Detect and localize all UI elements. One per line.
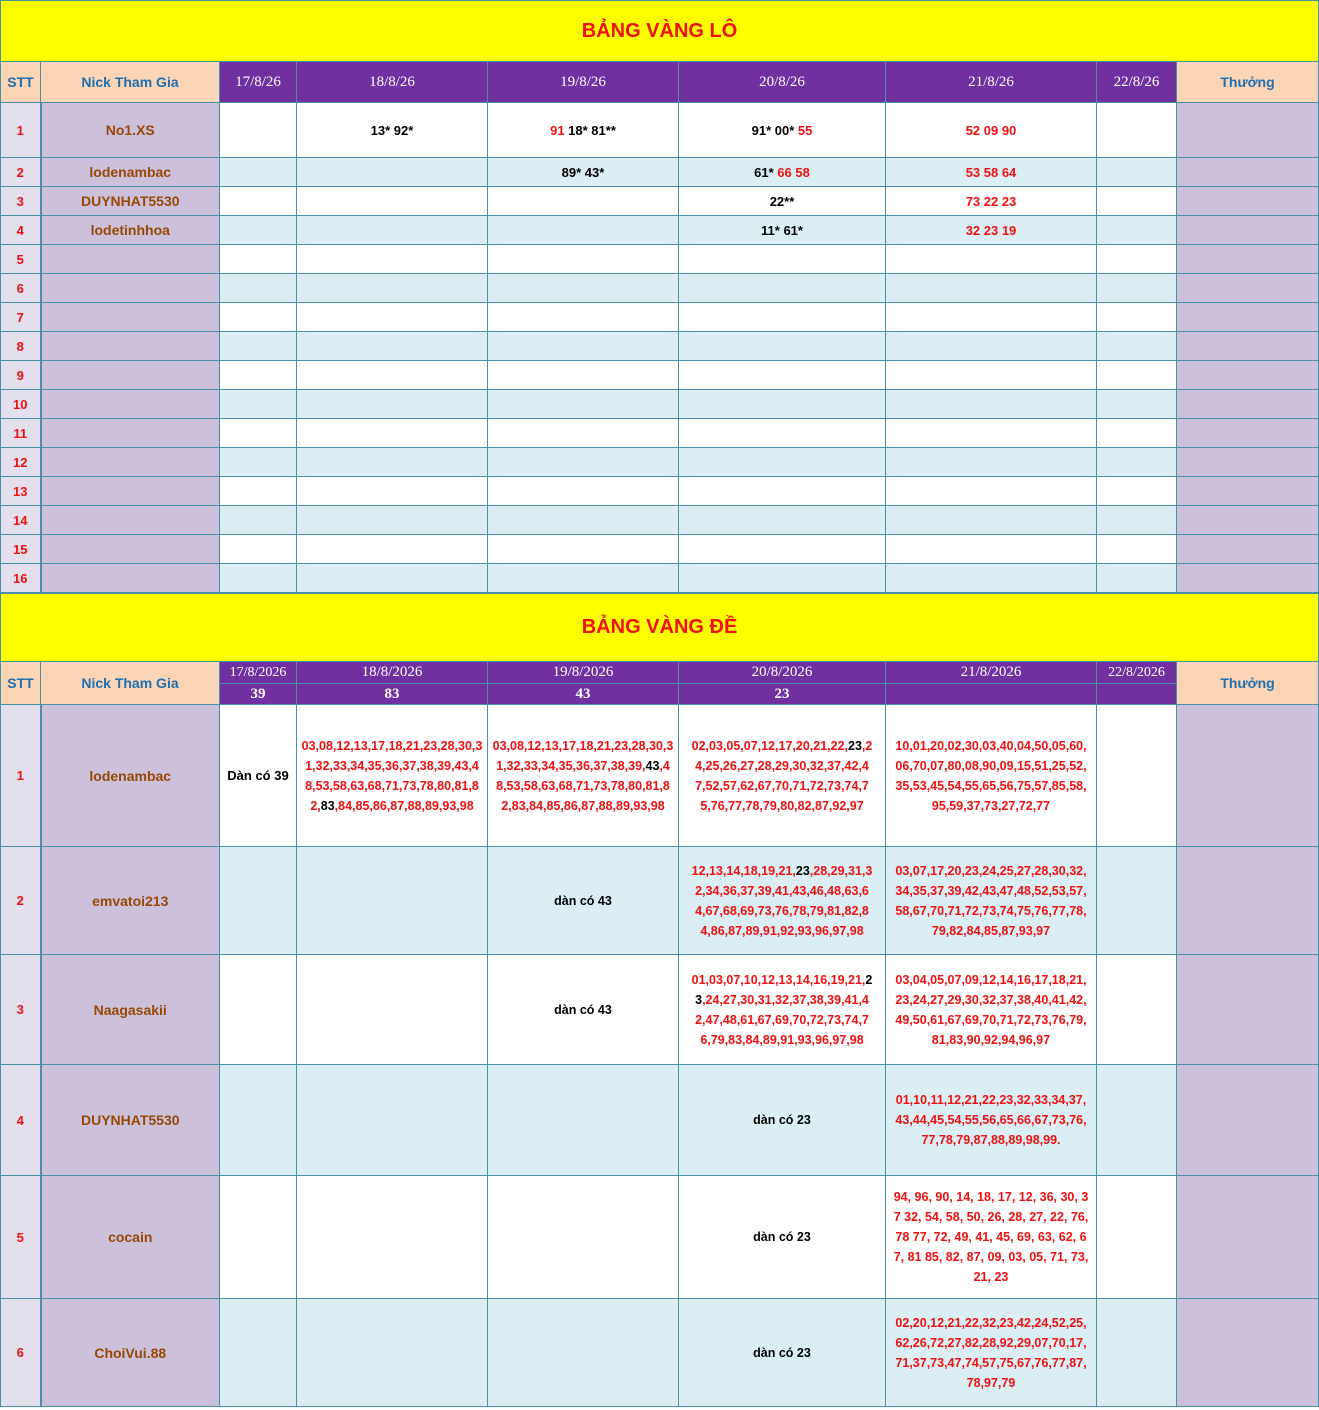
nick-cell: lodenambac [41,158,220,187]
nick-cell: DUYNHAT5530 [41,187,220,216]
entry-cell [297,535,488,564]
stt-cell: 6 [1,1299,41,1407]
entry-cell [297,506,488,535]
nick-cell [41,535,220,564]
prize-cell [1177,477,1319,506]
prize-cell [1177,245,1319,274]
nick-cell [41,448,220,477]
entry-cell [220,158,297,187]
entry-cell [1097,419,1177,448]
stt-cell: 2 [1,847,41,955]
table-row [1,187,1319,216]
result-cell: 43 [488,684,679,705]
entry-cell [220,245,297,274]
entry-text: 01,03,07,10,12,13,14,16,19,21, [691,972,866,987]
prize-cell [1177,1299,1319,1407]
date-header: 17/8/2026 [220,662,297,684]
entry-cell [488,506,679,535]
entry-text: 73 22 23 [965,193,1017,209]
entry-text: ,28,29,31,32,34,36,37,39,41,43,46,48,63,64,67,68,69,73,76,78,79,81,82,84,86,87,89,91,92,93,96,97,98 [695,863,873,938]
table-row [1,535,1319,564]
entry-text: 02,20,12,21,22,32,23,42,24,52,25,62,26,72,27,82,28,92,29,07,70,17,71,37,73,47,74,57,75,67,76,77,87,78,97,79 [895,1315,1087,1390]
nick-cell [41,506,220,535]
entry-text: 03,08,12,13,17,18,21,23,28,30,31,32,33,34,35,36,37,38,39,43,48,53,58,63,68,71,73,78,80,81,82, [301,738,483,813]
stt-cell: 6 [1,274,41,303]
date-header: 22/8/26 [1097,62,1177,103]
entry-text: ,48,53,58,63,68,71,73,78,80,81,82,83,84,85,86,87,88,89,93,98 [496,758,670,813]
entry-cell [886,1299,1097,1407]
stt-cell: 14 [1,506,41,535]
entry-text: dàn có 43 [554,1002,612,1017]
table-row [1,1065,1319,1176]
entry-cell [679,535,886,564]
entry-cell [220,303,297,332]
entry-cell [1097,332,1177,361]
entry-cell [679,216,886,245]
entry-text: 13* 92* [370,122,414,138]
entry-cell [297,216,488,245]
table-row [1,303,1319,332]
stt-cell: 4 [1,216,41,245]
entry-cell [220,390,297,419]
lo-title: BẢNG VÀNG LÔ [1,1,1319,62]
entry-cell [297,955,488,1065]
table-row [1,103,1319,158]
entry-cell [488,390,679,419]
result-cell: 39 [220,684,297,705]
entry-cell [886,419,1097,448]
entry-cell [488,361,679,390]
entry-cell [488,274,679,303]
entry-cell [297,303,488,332]
entry-cell [220,216,297,245]
entry-cell [886,448,1097,477]
table-row [1,216,1319,245]
table-row [1,477,1319,506]
nick-cell: DUYNHAT5530 [41,1065,220,1176]
prize-cell [1177,564,1319,593]
entry-text: 03,07,17,20,23,24,25,27,28,30,32,34,35,37,39,42,43,47,48,52,53,57,58,67,70,71,72,73,74,75,76,77,78,79,82,84,85,87,93,97 [895,863,1087,938]
stt-cell: 3 [1,187,41,216]
nick-cell: No1.XS [41,103,220,158]
entry-cell [297,332,488,361]
stt-cell: 2 [1,158,41,187]
nick-cell [41,477,220,506]
entry-cell [1097,1176,1177,1299]
entry-cell [1097,216,1177,245]
result-cell: 23 [679,684,886,705]
prize-cell [1177,955,1319,1065]
lo-table [0,0,1319,593]
nick-cell [41,361,220,390]
entry-cell [886,332,1097,361]
entry-text: dàn có 23 [753,1113,811,1127]
entry-text: 01,10,11,12,21,22,23,32,33,34,37,43,44,45,54,55,56,65,66,67,73,76,77,78,79,87,88,89,98,99. [895,1093,1087,1147]
entry-text: dàn có 43 [554,893,612,908]
stt-cell: 1 [1,705,41,847]
entry-text: dàn có 23 [753,1230,811,1244]
entry-cell [297,705,488,847]
stt-cell: 16 [1,564,41,593]
entry-cell [886,847,1097,955]
stt-cell: 13 [1,477,41,506]
entry-cell [220,187,297,216]
entry-cell [1097,245,1177,274]
entry-cell [886,1065,1097,1176]
entry-cell [886,216,1097,245]
nick-cell: emvatoi213 [41,847,220,955]
stt-cell: 12 [1,448,41,477]
stt-cell: 7 [1,303,41,332]
stt-cell: 1 [1,103,41,158]
nick-cell [41,332,220,361]
entry-cell [220,705,297,847]
entry-cell [297,361,488,390]
entry-cell [886,187,1097,216]
prize-cell [1177,1176,1319,1299]
entry-cell [220,955,297,1065]
entry-cell [488,103,679,158]
de-title: BẢNG VÀNG ĐỀ [1,594,1319,662]
entry-cell [886,1176,1097,1299]
entry-text: 22** [769,193,795,209]
result-cell [886,684,1097,705]
entry-cell [886,303,1097,332]
entry-text: 12,13,14,18,19,21, [691,863,796,878]
entry-text: 32 23 19 [965,222,1017,238]
entry-cell [488,847,679,955]
entry-cell [488,535,679,564]
entry-cell [1097,1299,1177,1407]
entry-text: ,24,27,30,31,32,37,38,39,41,42,47,48,61,67,69,70,72,73,74,76,79,83,84,89,91,93,96,97,98 [695,992,869,1047]
entry-text: 89* 43* [561,164,605,180]
table-row [1,1176,1319,1299]
result-cell: 83 [297,684,488,705]
stt-cell: 9 [1,361,41,390]
entry-cell [297,158,488,187]
entry-cell [297,390,488,419]
prize-cell [1177,419,1319,448]
entry-cell [488,1176,679,1299]
entry-cell [886,705,1097,847]
entry-cell [679,705,886,847]
entry-cell [679,506,886,535]
stt-cell: 8 [1,332,41,361]
entry-cell [297,419,488,448]
entry-cell [1097,274,1177,303]
prize-cell [1177,274,1319,303]
entry-cell [1097,448,1177,477]
result-cell [1097,684,1177,705]
table-row [1,564,1319,593]
entry-cell [488,955,679,1065]
nick-cell [41,245,220,274]
table-row [1,705,1319,847]
entry-cell [1097,187,1177,216]
entry-cell [1097,103,1177,158]
table-row [1,245,1319,274]
entry-cell [679,448,886,477]
entry-text: 55 [797,122,813,138]
entry-text: 10,01,20,02,30,03,40,04,50,05,60,06,70,07,80,08,90,09,15,51,25,52,35,53,45,54,55,65,56,75,57,85,58,95,59,37,73,27,72,77 [895,738,1087,813]
table-row [1,419,1319,448]
entry-text: 23 [695,972,873,1007]
table-row [1,361,1319,390]
entry-cell [220,448,297,477]
entry-text: 11* 61* [761,222,803,238]
entry-text: 91 [550,122,569,138]
nick-header: Nick Tham Gia [41,62,220,103]
entry-cell [886,390,1097,419]
entry-cell [488,477,679,506]
entry-cell [1097,390,1177,419]
table-row [1,274,1319,303]
entry-cell [297,1176,488,1299]
entry-cell [886,955,1097,1065]
entry-cell [1097,705,1177,847]
stt-cell: 5 [1,245,41,274]
entry-cell [220,1065,297,1176]
stt-header: STT [1,662,41,705]
entry-cell [679,245,886,274]
stt-cell: 15 [1,535,41,564]
stt-cell: 10 [1,390,41,419]
prize-cell [1177,448,1319,477]
nick-cell: cocain [41,1176,220,1299]
entry-cell [297,274,488,303]
entry-cell [679,274,886,303]
entry-cell [297,245,488,274]
prize-cell [1177,303,1319,332]
entry-cell [679,332,886,361]
entry-text: 43 [645,758,660,773]
entry-cell [679,103,886,158]
prize-cell [1177,103,1319,158]
entry-cell [886,535,1097,564]
entry-text: 61* [754,164,778,180]
date-header: 20/8/26 [679,62,886,103]
entry-cell [679,1065,886,1176]
entry-text: ,24,25,26,27,28,29,30,32,37,42,47,52,57,62,67,70,71,72,73,74,75,76,77,78,79,80,82,87,92,97 [695,738,873,813]
entry-text: 23 [795,863,810,878]
entry-cell [886,361,1097,390]
nick-cell [41,303,220,332]
entry-cell [679,1299,886,1407]
entry-text: 03,04,05,07,09,12,14,16,17,18,21,23,24,27,29,30,32,37,38,40,41,42,49,50,61,67,69,70,71,72,73,76,79,81,83,90,92,94,96,97 [895,972,1087,1047]
entry-cell [297,187,488,216]
entry-text: 18* 81** [568,122,616,138]
entry-cell [679,187,886,216]
entry-text: 23 [848,738,862,753]
date-header: 21/8/2026 [886,662,1097,684]
nick-cell [41,274,220,303]
entry-cell [220,332,297,361]
entry-cell [220,103,297,158]
entry-cell [1097,361,1177,390]
entry-cell [1097,506,1177,535]
table-row [1,1299,1319,1407]
entry-text: 02,03,05,07,12,17,20,21,22, [691,738,849,753]
entry-cell [488,705,679,847]
prize-cell [1177,187,1319,216]
entry-cell [886,564,1097,593]
entry-text: dàn có 23 [753,1345,811,1360]
table-row [1,955,1319,1065]
stt-cell: 4 [1,1065,41,1176]
date-header: 17/8/26 [220,62,297,103]
entry-cell [886,477,1097,506]
entry-cell [679,1176,886,1299]
stt-header: STT [1,62,41,103]
nick-cell: lodetinhhoa [41,216,220,245]
entry-cell [488,216,679,245]
entry-cell [220,419,297,448]
entry-cell [220,1299,297,1407]
table-row [1,847,1319,955]
entry-cell [488,158,679,187]
entry-text: 83 [320,798,335,813]
entry-cell [297,1299,488,1407]
nick-header: Nick Tham Gia [41,662,220,705]
prize-header: Thưởng [1177,62,1319,103]
prize-cell [1177,535,1319,564]
entry-cell [679,955,886,1065]
entry-cell [1097,955,1177,1065]
entry-text: ,84,85,86,87,88,89,93,98 [334,798,474,813]
entry-cell [488,187,679,216]
entry-text: Dàn có 39 [227,768,289,783]
date-header: 18/8/2026 [297,662,488,684]
date-header: 21/8/26 [886,62,1097,103]
de-table [0,593,1319,1407]
date-header: 19/8/2026 [488,662,679,684]
entry-cell [488,1065,679,1176]
entry-cell [297,847,488,955]
entry-text: 03,08,12,13,17,18,21,23,28,30,31,32,33,34,35,36,37,38,39, [492,738,674,773]
entry-cell [488,332,679,361]
entry-cell [1097,535,1177,564]
prize-cell [1177,216,1319,245]
entry-cell [886,245,1097,274]
entry-text: 66 58 [777,164,810,180]
entry-cell [886,506,1097,535]
entry-cell [886,274,1097,303]
entry-cell [220,361,297,390]
entry-cell [679,847,886,955]
nick-cell [41,564,220,593]
entry-cell [297,448,488,477]
entry-text: 52 09 90 [965,122,1017,138]
entry-cell [220,847,297,955]
entry-cell [1097,477,1177,506]
entry-cell [297,1065,488,1176]
table-row [1,158,1319,187]
stt-cell: 5 [1,1176,41,1299]
nick-cell [41,419,220,448]
entry-cell [488,303,679,332]
entry-cell [488,448,679,477]
table-row [1,448,1319,477]
entry-cell [220,506,297,535]
entry-cell [1097,847,1177,955]
entry-cell [679,158,886,187]
entry-cell [488,419,679,448]
entry-cell [297,477,488,506]
date-header: 19/8/26 [488,62,679,103]
entry-cell [220,564,297,593]
entry-cell [1097,1065,1177,1176]
nick-cell: ChoiVui.88 [41,1299,220,1407]
prize-cell [1177,390,1319,419]
prize-header: Thưởng [1177,662,1319,705]
entry-cell [1097,303,1177,332]
date-header: 22/8/2026 [1097,662,1177,684]
entry-text: 94, 96, 90, 14, 18, 17, 12, 36, 30, 37 32, 54, 58, 50, 26, 28, 27, 22, 76, 78 77, 72, 49, 41, 45, 69, 63, 62, 67, 81 85, 82, 87, 09, 03, 05, 71, 73, 21, 23 [893,1190,1089,1284]
entry-cell [679,361,886,390]
entry-text: 53 58 64 [965,164,1017,180]
entry-cell [679,419,886,448]
entry-cell [220,535,297,564]
prize-cell [1177,1065,1319,1176]
entry-cell [220,1176,297,1299]
entry-cell [297,103,488,158]
nick-cell: lodenambac [41,705,220,847]
stt-cell: 3 [1,955,41,1065]
table-row [1,506,1319,535]
table-row [1,390,1319,419]
stt-cell: 11 [1,419,41,448]
prize-cell [1177,332,1319,361]
entry-cell [679,564,886,593]
nick-cell [41,390,220,419]
entry-cell [488,564,679,593]
entry-cell [220,477,297,506]
prize-cell [1177,847,1319,955]
entry-cell [297,564,488,593]
nick-cell: Naagasakii [41,955,220,1065]
prize-cell [1177,705,1319,847]
entry-cell [1097,158,1177,187]
entry-cell [886,158,1097,187]
entry-cell [488,1299,679,1407]
entry-cell [1097,564,1177,593]
entry-cell [679,477,886,506]
prize-cell [1177,158,1319,187]
prize-cell [1177,506,1319,535]
entry-cell [679,390,886,419]
entry-text: 91* 00* [751,122,798,138]
date-header: 20/8/2026 [679,662,886,684]
entry-cell [220,274,297,303]
date-header: 18/8/26 [297,62,488,103]
entry-cell [488,245,679,274]
prize-cell [1177,361,1319,390]
table-row [1,332,1319,361]
entry-cell [886,103,1097,158]
entry-cell [679,303,886,332]
